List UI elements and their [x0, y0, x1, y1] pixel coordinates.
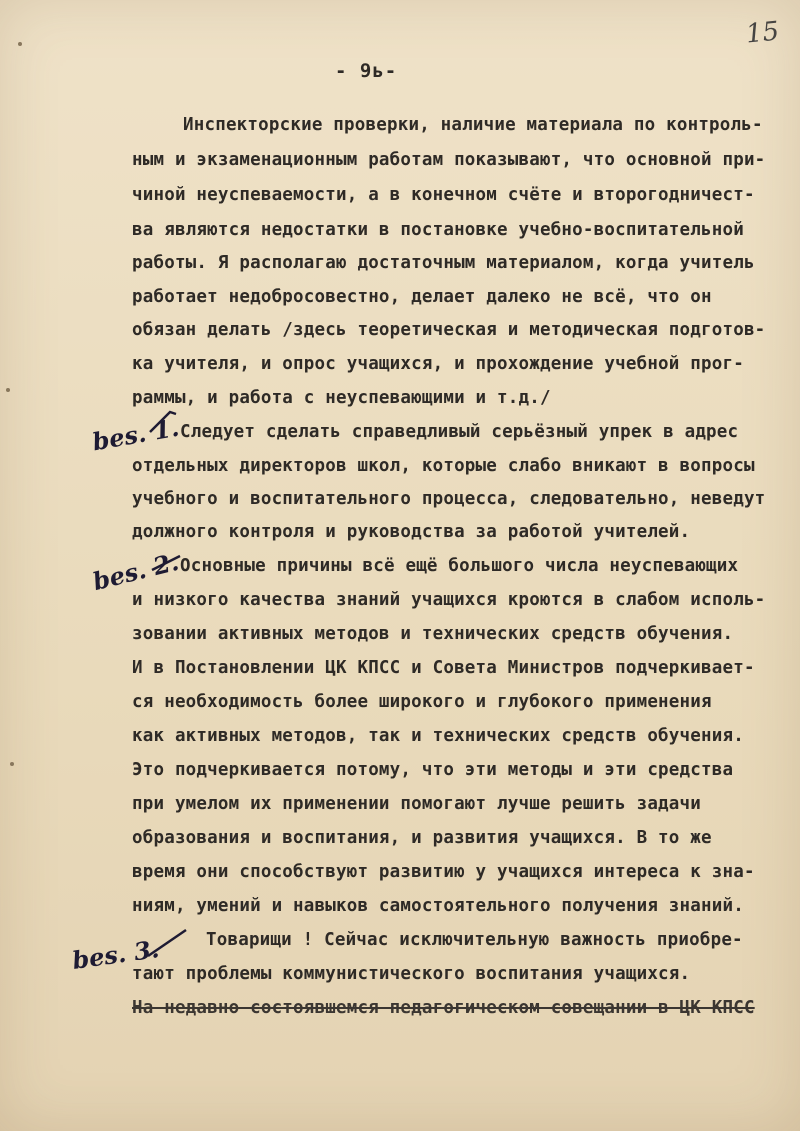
- margin-note-3-stroke: [146, 926, 192, 960]
- text-line: тают проблемы коммунистического воспитания учащихся.: [132, 964, 691, 984]
- margin-note-1: bes. 1.: [90, 412, 182, 457]
- text-line: Основные причины всё ещё большого числа неуспевающих: [180, 556, 739, 576]
- text-line: время они способствуют развитию у учащихся интереса к зна-: [132, 862, 755, 882]
- text-line: отдельных директоров школ, которые слабо вникают в вопросы: [132, 456, 755, 476]
- text-line: должного контроля и руководства за работой учителей.: [132, 522, 691, 542]
- text-line: работы. Я располагаю достаточным материалом, когда учитель: [132, 253, 755, 273]
- text-line: Это подчеркивается потому, что эти методы и эти средства: [132, 760, 734, 780]
- text-line: ным и экзаменационным работам показывают, что основной при-: [132, 150, 766, 170]
- text-line: ка учителя, и опрос учащихся, и прохождение учебной прог-: [132, 354, 744, 374]
- paper-speck: [10, 762, 14, 766]
- text-line: Товарищи ! Сейчас исключительную важность приобре-: [206, 930, 743, 950]
- text-line: ва являются недостатки в постановке учебно-воспитательной: [132, 220, 744, 240]
- text-line: зовании активных методов и технических средств обучения.: [132, 624, 734, 644]
- paper-speck: [18, 42, 22, 46]
- text-line: обязан делать /здесь теоретическая и методическая подготов-: [132, 320, 766, 340]
- margin-note-2: bes. 2.: [89, 546, 182, 597]
- text-line: ниям, умений и навыков самостоятельного получения знаний.: [132, 896, 744, 916]
- page-number: - 9ь-: [335, 60, 398, 82]
- text-line: раммы, и работа с неуспевающими и т.д./: [132, 388, 551, 408]
- text-line: при умелом их применении помогают лучше решить задачи: [132, 794, 702, 814]
- text-line: образования и воспитания, и развития учащихся. В то же: [132, 828, 712, 848]
- margin-note-1-stroke: [148, 408, 178, 438]
- text-line: Следует сделать справедливый серьёзный упрек в адрес: [180, 422, 739, 442]
- text-line: и низкого качества знаний учащихся кроются в слабом исполь-: [132, 590, 766, 610]
- text-line: учебного и воспитательного процесса, следовательно, неведут: [132, 489, 766, 509]
- text-line: И в Постановлении ЦК КПСС и Совета Министров подчеркивает-: [132, 658, 755, 678]
- text-line: Инспекторские проверки, наличие материала по контроль-: [183, 115, 763, 135]
- paper-speck: [6, 388, 10, 392]
- margin-note-2-stroke: [150, 552, 184, 576]
- handwritten-page-number: 15: [744, 16, 781, 50]
- text-line: работает недобросовестно, делает далеко не всё, что он: [132, 287, 712, 307]
- text-line: ся необходимость более широкого и глубокого применения: [132, 692, 712, 712]
- struck-through-line: На недавно состоявшемся педагогическом совещании в ЦК КПСС: [132, 998, 755, 1018]
- margin-note-3: bes. 3.: [70, 934, 161, 975]
- text-line: чиной неуспеваемости, а в конечном счёте и второгодничест-: [132, 185, 755, 205]
- text-line: как активных методов, так и технических средств обучения.: [132, 726, 744, 746]
